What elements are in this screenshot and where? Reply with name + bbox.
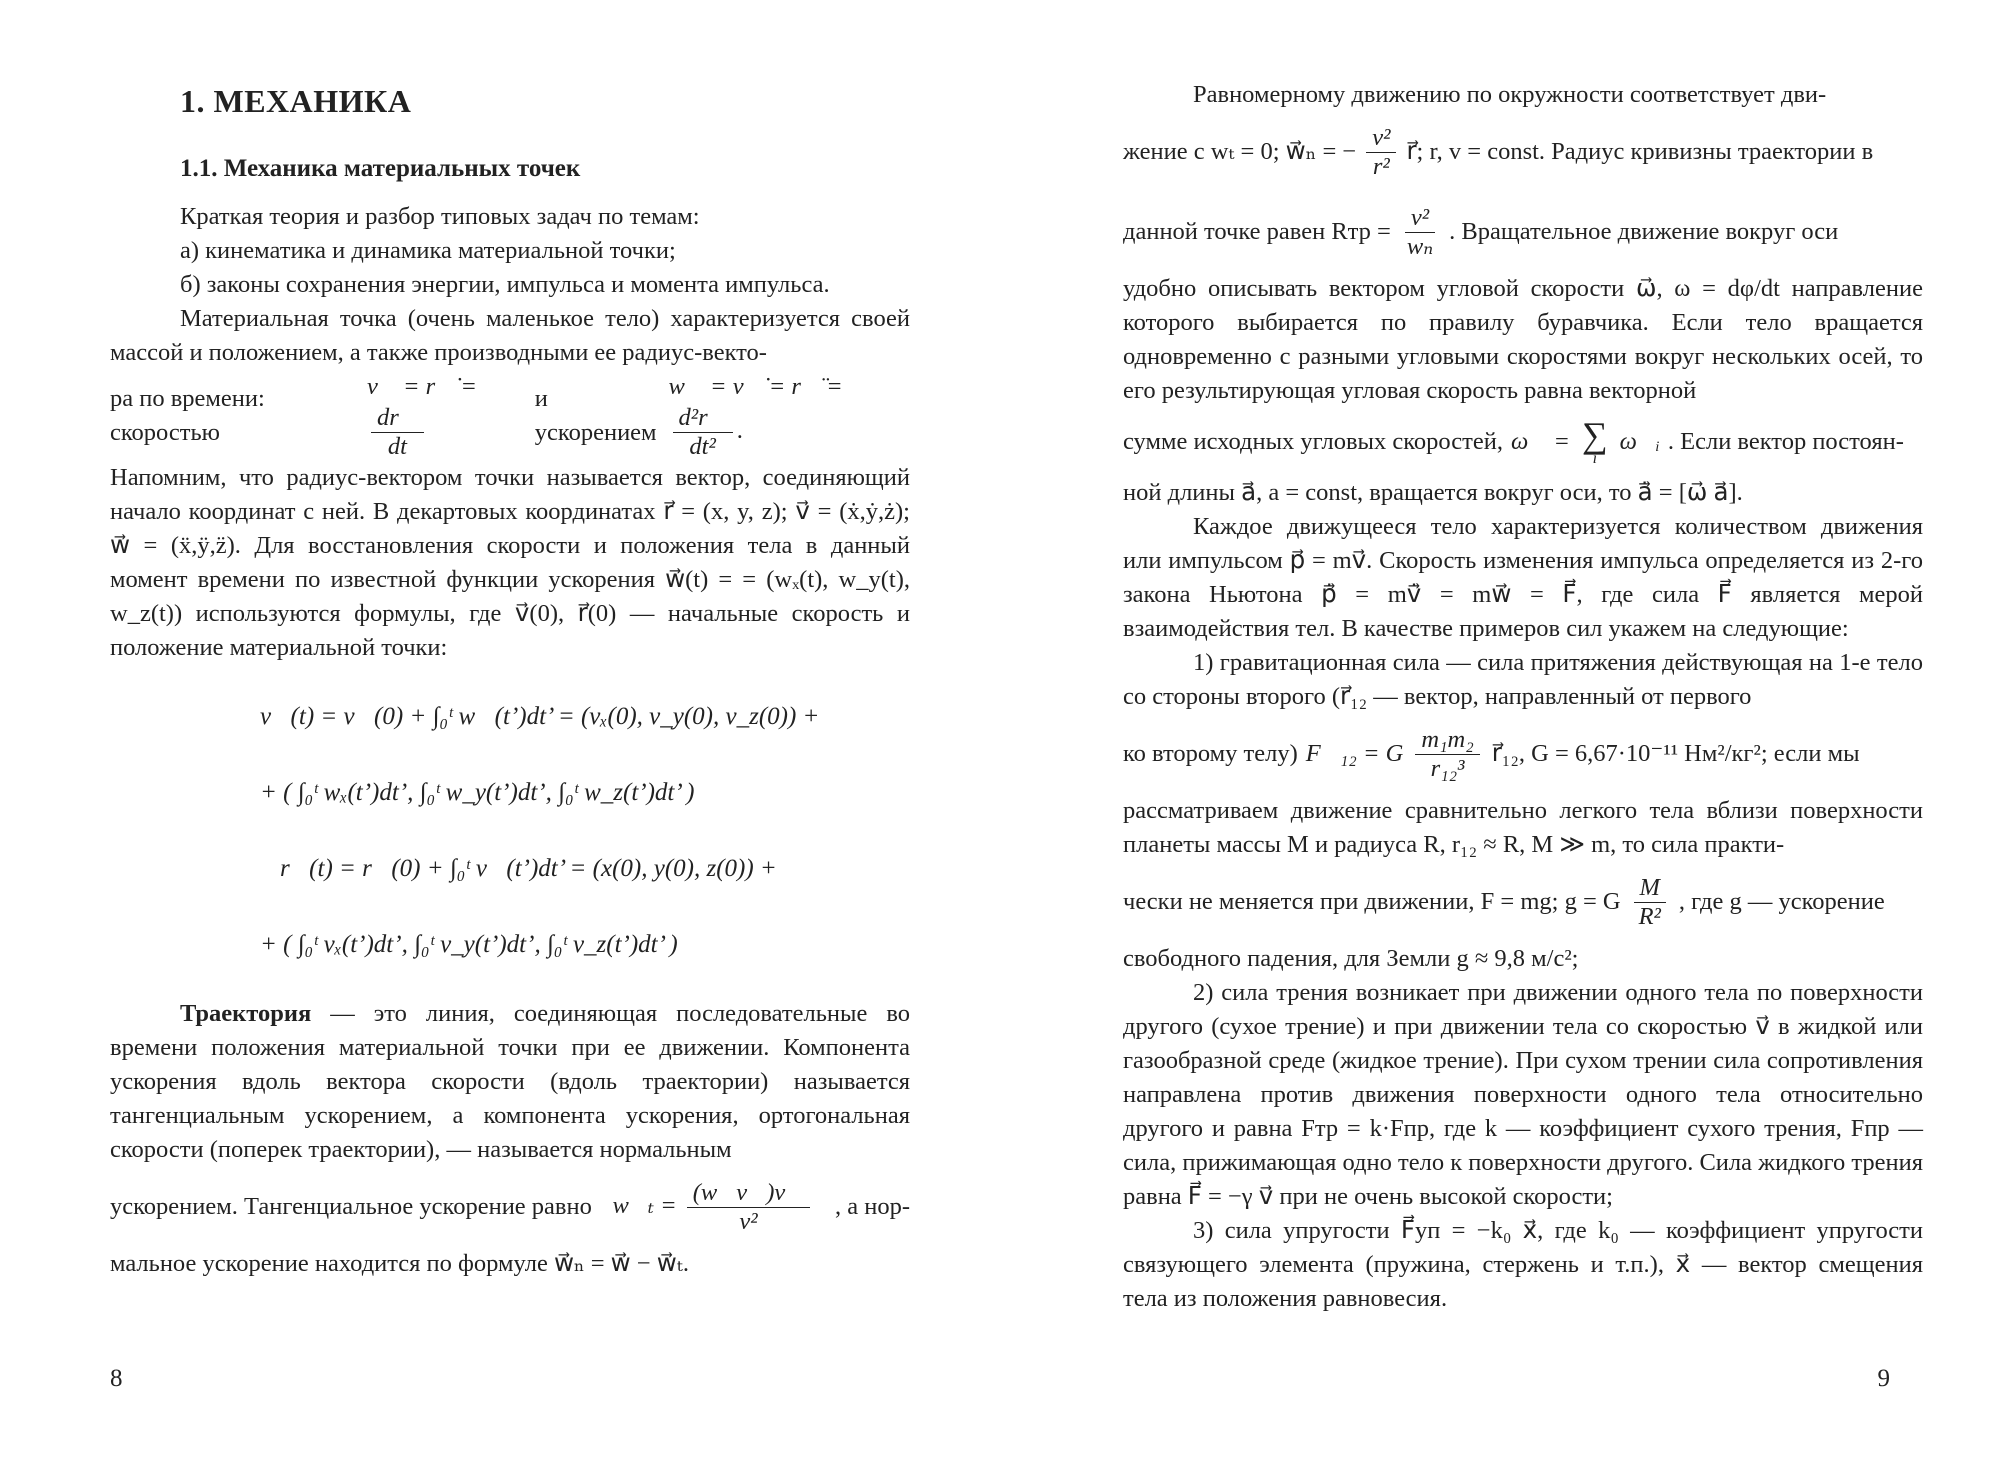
angular-velocity-text: удобно описывать вектором угловой скорости ω⃗, ω = dφ/dt направление которого выбирается по правилу буравчика. Если тело вращается одновременно с разными угловыми скоростями вокруг нескольких осей, то его результирующая угловая скорость равна векторной <box>1123 275 1923 404</box>
line-text-start: жение с wₜ = 0; w⃗ₙ = − <box>1123 138 1357 165</box>
right-page <box>1000 0 2000 1477</box>
chapter-title: 1. МЕХАНИКА <box>180 83 412 119</box>
normal-acceleration-line: мальное ускорение находится по формуле w⃗ₙ = w⃗ − w⃗ₜ. <box>110 1250 689 1277</box>
gravity-near-planet-text: рассматриваем движение сравнительно легкого тела вблизи поверхности планеты массы M и радиуса R, r₁₂ ≈ R, M ≫ m, то сила практи- <box>1123 797 1923 858</box>
line-text-start: ускорением. Тангенциальное ускорение равно <box>110 1193 592 1220</box>
sum-operator <box>1581 415 1608 467</box>
acceleration-formula-lhs: w⃗ = v⃗̇ = r⃗̈ = <box>668 373 843 400</box>
constant-vector-line: ной длины a⃗, a = const, вращается вокруг оси, то a⃗̇ = [ω⃗ a⃗]. <box>1123 479 1743 506</box>
line-text-start: ра по времени: скоростью <box>110 384 265 446</box>
normal-acc-fraction <box>1366 124 1396 181</box>
sum-index: i <box>1592 450 1598 467</box>
line-text-mid: и ускорением <box>534 384 657 446</box>
curvature-radius-line <box>1123 192 1923 272</box>
topic-item-b: б) законы сохранения энергии, импульса и момента импульса. <box>180 271 830 298</box>
tangential-formula <box>613 1179 815 1236</box>
velocity-formula <box>367 370 535 461</box>
position-integral-line-2: + ( ∫₀ᵗ vₓ(t’)dt’, ∫₀ᵗ v_y(t’)dt’, ∫₀ᵗ v_z(t’)dt’ ) <box>260 931 678 958</box>
sum-sign: ∑ <box>1581 415 1608 455</box>
acceleration-fraction <box>673 404 733 461</box>
fraction-denominator: dt² <box>689 433 716 460</box>
fraction-numerator: (w⃗v⃗)v⃗ <box>687 1179 811 1208</box>
paragraph-radius-vector: Напомним, что радиус-вектором точки называется вектор, соединяющий начало координат с ней. В декартовых координатах r⃗ = (x, y, z); v⃗ = (ẋ,ẏ,ż); w⃗ = (ẍ,ÿ,z̈). Для восстановления скорости и положения тела в данный момент времени по известной функции ускорения w⃗(t) = = (wₓ(t), w_y(t), w_z(t)) используются формулы, где v⃗(0), r⃗(0) — начальные скорость и положение материальной точки: <box>110 464 910 661</box>
velocity-acceleration-line <box>110 370 910 461</box>
page-number-left: 8 <box>110 1365 123 1392</box>
fraction-numerator: m₁m₂ <box>1415 726 1479 755</box>
fraction-numerator: M <box>1634 874 1666 903</box>
fraction-numerator: dr⃗ <box>371 404 424 433</box>
sum-term: ω⃗ᵢ <box>1619 428 1660 455</box>
paragraph-trajectory <box>110 997 910 1167</box>
line-text-start: данной точке равен Rтр = <box>1123 218 1391 245</box>
fraction-denominator: R² <box>1638 902 1661 930</box>
earth-gravity-line: свободного падения, для Земли g ≈ 9,8 м/с²; <box>1123 945 1579 972</box>
fraction-denominator: r₁₂³ <box>1430 754 1465 782</box>
trajectory-text: — это линия, соединяющая последовательные во времени положения материальной точки при ее движении. Компонента ускорения вдоль вектора скорости (вдоль траектории) называется тангенциальным ускорением, а компонента ускорения, ортогональная скорости (поперек траектории), — называется нормальным <box>110 1000 910 1163</box>
fraction-denominator: wₙ <box>1406 232 1434 260</box>
tangential-fraction <box>687 1179 811 1236</box>
line-text-end: , где g — ускорение <box>1678 888 1885 915</box>
line-text-start: чески не меняется при движении, F = mg; g = G <box>1123 888 1621 915</box>
uniform-circular-line-2 <box>1123 112 1923 192</box>
fraction-denominator: v² <box>739 1207 758 1235</box>
position-integral-line-1: r⃗(t) = r⃗(0) + ∫₀ᵗ v⃗(t’)dt’ = (x(0), y(0), z(0)) + <box>280 855 777 882</box>
integration-formulas <box>260 679 910 983</box>
curvature-fraction <box>1401 204 1439 261</box>
right-text-column <box>1123 78 1923 1316</box>
gravity-lhs: F⃗₁₂ = G <box>1305 740 1404 767</box>
line-text-end: . Если вектор постоян- <box>1667 428 1904 455</box>
intro-line: Краткая теория и разбор типовых задач по темам: <box>180 203 700 230</box>
free-fall-line <box>1123 862 1923 942</box>
fraction-numerator: d²r⃗ <box>673 404 733 433</box>
uniform-circular-line-1: Равномерному движению по окружности соответствует дви- <box>1193 81 1827 108</box>
gravity-rhs: r⃗₁₂, G = 6,67·10⁻¹¹ Нм²/кг²; если мы <box>1491 740 1860 767</box>
line-text-end: , а нор- <box>834 1193 910 1220</box>
line-text-start: сумме исходных угловых скоростей, <box>1123 428 1503 455</box>
paragraph-momentum: Каждое движущееся тело характеризуется количеством движения или импульсом p⃗ = mv⃗. Скорость изменения импульса определяется из 2-го закона Ньютона p⃗̇ = mv⃗̇ = mw⃗ = F⃗, где сила F⃗ является мерой взаимодействия тел. В качестве примеров сил укажем на следующие: <box>1123 513 1923 642</box>
topic-item-a: а) кинематика и динамика материальной точки; <box>180 237 676 264</box>
section-title: 1.1. Механика материальных точек <box>180 155 581 182</box>
line-text-start: ко второму телу) <box>1123 740 1298 767</box>
paragraph-gravity: 1) гравитационная сила — сила притяжения действующая на 1-е тело со стороны второго (r⃗₁₂ — вектор, направленный от первого <box>1123 649 1923 710</box>
paragraph-elasticity: 3) сила упругости F⃗уп = −k₀ x⃗, где k₀ — коэффициент упругости связующего элемента (пружина, стержень и т.п.), x⃗ — вектор смещения тела из положения равновесия. <box>1123 1217 1923 1312</box>
tangential-formula-lhs: w⃗ₜ = <box>612 1191 677 1219</box>
sum-lhs: ω⃗ = <box>1510 428 1570 455</box>
fraction-numerator: v² <box>1366 124 1396 153</box>
free-fall-fraction <box>1633 874 1667 931</box>
page-number-right: 9 <box>1877 1365 1890 1392</box>
fraction-denominator: dt <box>387 433 407 460</box>
tangential-acceleration-line <box>110 1167 910 1247</box>
gravity-formula-line <box>1123 714 1923 794</box>
gravity-fraction <box>1415 726 1479 783</box>
period: . <box>736 417 743 445</box>
acceleration-formula <box>669 370 910 461</box>
velocity-fraction <box>371 404 424 461</box>
term-trajectory: Траектория <box>180 1000 312 1027</box>
velocity-integral-line-2: + ( ∫₀ᵗ wₓ(t’)dt’, ∫₀ᵗ w_y(t’)dt’, ∫₀ᵗ w_z(t’)dt’ ) <box>260 779 695 806</box>
velocity-integral-line-1: v⃗(t) = v⃗(0) + ∫₀ᵗ w⃗(t’)dt’ = (vₓ(0), v_y(0), v_z(0)) + <box>260 703 820 730</box>
paragraph-material-point: Материальная точка (очень маленькое тело) характеризуется своей массой и положением, а также производными ее радиус-векто- <box>110 305 910 366</box>
left-text-column <box>110 78 910 1281</box>
paragraph-friction: 2) сила трения возникает при движении одного тела по поверхности другого (сухое трение) и при движении тела со скоростью v⃗ в жидкой или газообразной среде (жидкое трение). При сухом трении сила сопротивления направлена против движения поверхности одного тела относительно другого и равна Fтр = k·Fпр, где k — коэффициент сухого трения, Fпр — сила, прижимающая одно тело к поверхности другого. Сила жидкого трения равна F⃗ = −γ v⃗ при не очень высокой скорости; <box>1123 979 1923 1210</box>
line-text-end: . Вращательное движение вокруг оси <box>1449 218 1839 245</box>
line-text-end: r⃗; r, v = const. Радиус кривизны траектории в <box>1406 138 1874 165</box>
fraction-numerator: v² <box>1405 204 1435 233</box>
velocity-formula-lhs: v⃗ = r⃗̇ = <box>366 373 477 400</box>
angular-sum-line <box>1123 408 1923 476</box>
fraction-denominator: r² <box>1372 152 1390 180</box>
